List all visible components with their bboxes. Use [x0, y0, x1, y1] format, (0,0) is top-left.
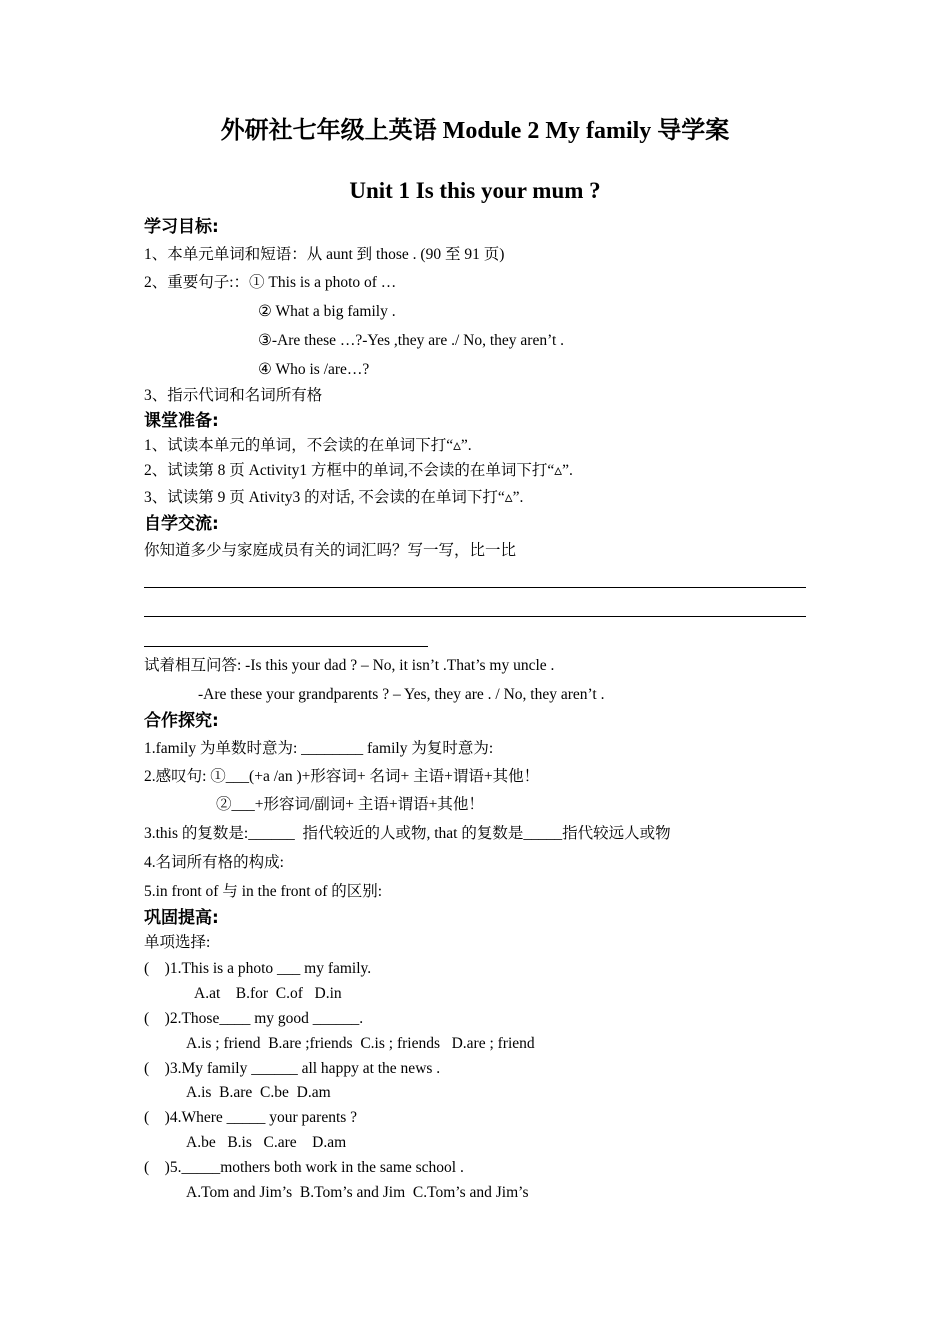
coop-item: 2.感叹句: ①___(+a /an )+形容词+ 名词+ 主语+谓语+其他！ [144, 768, 540, 785]
question-options: A.is ; friend B.are ;friends C.is ; friends D.are ; friend [186, 1035, 535, 1052]
dialog-line: 试着相互问答: -Is this your dad ? – No, it isn’t .That’s my uncle . [144, 657, 555, 674]
question-options: A.Tom and Jim’s B.Tom’s and Jim C.Tom’s and Jim’s [186, 1184, 529, 1201]
coop-item: ②___+形容词/副词+ 主语+谓语+其他！ [216, 796, 484, 813]
document-title: 外研社七年级上英语 Module 2 My family 导学案 [220, 118, 730, 144]
coop-item: 4.名词所有格的构成: [144, 854, 284, 871]
question-options: A.be B.is C.are D.am [186, 1134, 347, 1151]
coop-heading: 合作探究: [144, 711, 219, 731]
unit-title: Unit 1 Is this your mum ? [349, 178, 601, 203]
self-study-prompt: 你知道多少与家庭成员有关的词汇吗？写一写，比一比 [144, 542, 517, 559]
goal-item: 3、指示代词和名词所有格 [144, 387, 323, 404]
practice-heading: 巩固提高: [144, 908, 219, 928]
prep-item: 2、试读第 8 页 Activity1 方框中的单词,不会读的在单词下打“▵”. [144, 462, 573, 479]
goals-heading: 学习目标: [144, 217, 219, 237]
prep-heading: 课堂准备: [144, 411, 219, 431]
prep-item: 3、试读第 9 页 Ativity3 的对话, 不会读的在单词下打“▵”. [144, 489, 524, 506]
question: ( )5._____mothers both work in the same school . [144, 1159, 464, 1176]
coop-item: 5.in front of 与 in the front of 的区别: [144, 883, 383, 900]
answer-line [144, 616, 806, 617]
question-options: A.is B.are C.be D.am [186, 1084, 331, 1101]
question: ( )1.This is a photo ___ my family. [144, 960, 372, 977]
goal-sentence: ④ Who is /are…? [258, 361, 370, 378]
question: ( )4.Where _____ your parents ? [144, 1109, 358, 1126]
coop-item: 1.family 为单数时意为: ________ family 为复时意为: [144, 740, 494, 757]
dialog-line: -Are these your grandparents ? – Yes, they are . / No, they aren’t . [198, 686, 605, 703]
goal-sentence: ③-Are these …?-Yes ,they are ./ No, they aren’t . [258, 332, 565, 349]
prep-item: 1、试读本单元的单词，不会读的在单词下打“▵”. [144, 437, 472, 454]
coop-item: 3.this 的复数是:______ 指代较近的人或物, that 的复数是_____指代较远人或物 [144, 825, 671, 842]
answer-line [144, 646, 428, 647]
answer-line [144, 587, 806, 588]
practice-subheading: 单项选择: [144, 934, 211, 951]
question: ( )3.My family ______ all happy at the news . [144, 1060, 441, 1077]
goal-sentence: ② What a big family . [258, 303, 396, 320]
question-options: A.at B.for C.of D.in [194, 985, 342, 1002]
goal-item: 2、重要句子:：① This is a photo of … [144, 274, 397, 291]
self-study-heading: 自学交流: [144, 514, 219, 534]
goal-item: 1、本单元单词和短语：从 aunt 到 those . (90 至 91 页) [144, 246, 505, 263]
question: ( )2.Those____ my good ______. [144, 1010, 364, 1027]
